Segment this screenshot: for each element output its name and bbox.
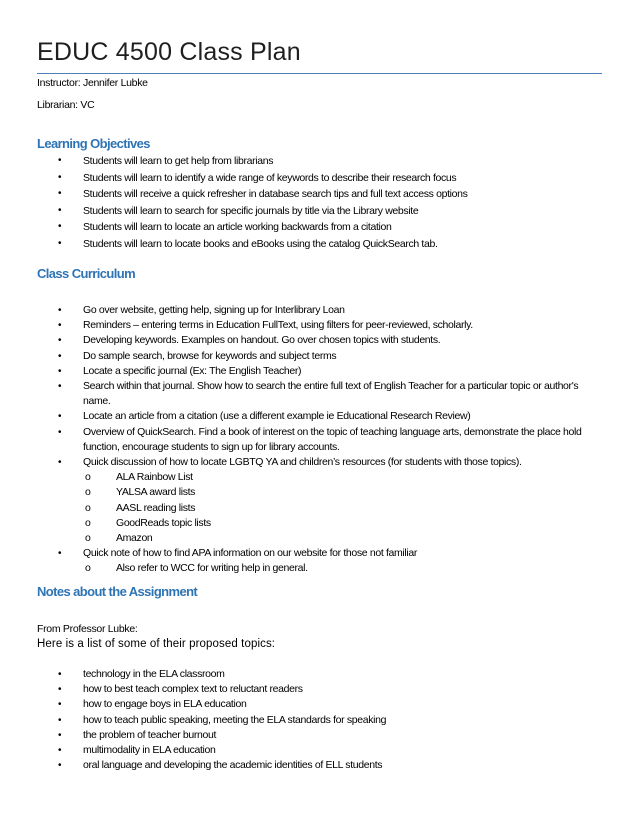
bullet-icon: • [58, 305, 62, 316]
notes-from-line: From Professor Lubke: [37, 623, 138, 635]
circle-bullet-icon: o [85, 562, 91, 575]
list-item: • multimodality in ELA education [58, 743, 386, 758]
class-curriculum-list [58, 303, 606, 577]
list-item: • how to best teach complex text to reluctant readers [58, 682, 386, 697]
sub-list-item: o Also refer to WCC for writing help in general. [83, 561, 606, 576]
learning-objectives-heading: Learning Objectives [37, 136, 150, 151]
circle-bullet-icon: o [85, 471, 91, 484]
list-item: • Go over website, getting help, signing up for Interlibrary Loan [58, 303, 606, 318]
list-item: • Reminders – entering terms in Education FullText, using filters for peer-reviewed, scholarly. [58, 318, 606, 333]
bullet-icon: • [58, 426, 62, 438]
list-item: • Do sample search, browse for keywords and subject terms [58, 349, 606, 364]
list-item: • Developing keywords. Examples on handout. Go over chosen topics with students. [58, 333, 606, 348]
bullet-icon: • [58, 237, 62, 249]
bullet-icon: • [58, 760, 62, 772]
bullet-icon: • [58, 729, 62, 741]
list-item: • Students will learn to identify a wide range of keywords to describe their research focus [58, 170, 468, 187]
notes-heading: Notes about the Assignment [37, 584, 198, 599]
bullet-icon: • [58, 320, 62, 332]
list-item: • Overview of QuickSearch. Find a book of interest on the topic of teaching language arts, demonstrate the place hold function, encourage students to sign up for library accounts. [58, 425, 582, 453]
list-item: • Students will receive a quick refresher in database search tips and full text access options [58, 186, 468, 203]
bullet-icon: • [58, 155, 62, 166]
circle-bullet-icon: o [85, 501, 91, 514]
bullet-icon: • [58, 457, 62, 469]
list-item: • Quick discussion of how to locate LGBTQ YA and children’s resources (for students with those topics). o ALA Rainbow List o YALSA award lists o AASL reading lists o GoodReads topic lists o Amazon [58, 455, 606, 546]
list-item: • oral language and developing the academic identities of ELL students [58, 758, 386, 773]
list-item: • Students will learn to search for specific journals by title via the Library website [58, 203, 468, 220]
bullet-icon: • [58, 699, 62, 711]
list-item: • Students will learn to locate an article working backwards from a citation [58, 219, 468, 236]
proposed-topics-list [58, 667, 386, 773]
sub-list-item: o GoodReads topic lists [83, 516, 606, 531]
list-item: • Search within that journal. Show how to search the entire full text of English Teacher for a particular topic or author's name. [58, 380, 579, 408]
bullet-icon: • [58, 171, 62, 183]
circle-bullet-icon: o [85, 516, 91, 529]
bullet-icon: • [58, 745, 62, 757]
list-item: • Students will learn to get help from librarians [58, 153, 468, 170]
list-item: • technology in the ELA classroom [58, 667, 386, 682]
sub-list-item: o Amazon [83, 531, 606, 546]
page-title: EDUC 4500 Class Plan [37, 38, 301, 66]
lgbtq-resources-sublist [83, 470, 606, 546]
sub-list-item: o ALA Rainbow List [83, 470, 606, 485]
list-item: • Locate a specific journal (Ex: The English Teacher) [58, 364, 606, 379]
bullet-icon: • [58, 411, 62, 423]
instructor-line: Instructor: Jennifer Lubke [37, 77, 148, 89]
bullet-icon: • [58, 669, 62, 680]
bullet-icon: • [58, 188, 62, 199]
bullet-icon: • [58, 548, 62, 560]
bullet-icon: • [58, 350, 62, 362]
bullet-icon: • [58, 221, 62, 232]
bullet-icon: • [58, 204, 62, 216]
apa-sublist [83, 561, 606, 576]
bullet-icon: • [58, 365, 62, 377]
bullet-icon: • [58, 381, 62, 393]
list-item: • the problem of teacher burnout [58, 728, 386, 743]
circle-bullet-icon: o [85, 486, 91, 499]
sub-list-item: o YALSA award lists [83, 485, 606, 500]
list-item: • Locate an article from a citation (use a different example ie Educational Research Review) [58, 409, 606, 424]
bullet-icon: • [58, 335, 62, 347]
circle-bullet-icon: o [85, 532, 91, 545]
learning-objectives-list [58, 153, 468, 252]
title-divider [37, 73, 602, 74]
notes-intro-line: Here is a list of some of their proposed topics: [37, 638, 276, 650]
class-curriculum-heading: Class Curriculum [37, 266, 136, 281]
list-item: • Quick note of how to find APA information on our website for those not familiar o Also refer to WCC for writing help in general. [58, 546, 606, 576]
bullet-icon: • [58, 684, 62, 696]
bullet-icon: • [58, 714, 62, 726]
list-item: • Students will learn to locate books and eBooks using the catalog QuickSearch tab. [58, 236, 468, 253]
list-item: • how to teach public speaking, meeting the ELA standards for speaking [58, 713, 386, 728]
sub-list-item: o AASL reading lists [83, 501, 606, 516]
librarian-line: Librarian: VC [37, 99, 95, 111]
list-item: • how to engage boys in ELA education [58, 697, 386, 712]
